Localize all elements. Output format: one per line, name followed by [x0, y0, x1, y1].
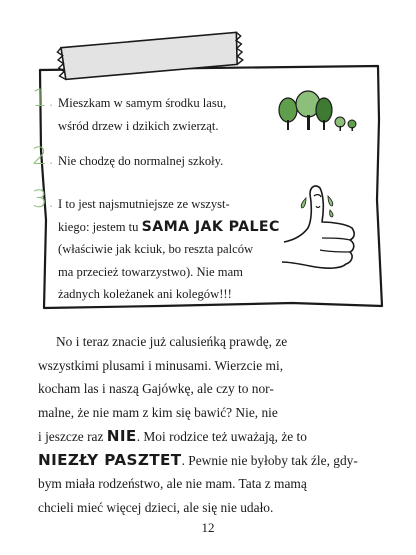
- item-text: I to jest najsmutniejsze ze wszyst-: [58, 197, 230, 211]
- item-text: ma przecież towarzystwo). Nie mam: [58, 264, 243, 279]
- paragraph-line: . Pewnie nie byłoby tak źle, gdy-: [181, 452, 358, 468]
- item-text: (właściwie jak kciuk, bo reszta palców: [58, 242, 254, 256]
- item-text: Nie chodzę do normalnej szkoły.: [58, 154, 224, 168]
- paragraph-line: malne, że nie mam z kim się bawić? Nie, nie: [38, 405, 278, 421]
- item-text: Mieszkam w samym środku lasu,: [58, 96, 227, 110]
- list-item-2: [32, 142, 224, 173]
- list-item-3: [32, 185, 280, 306]
- trees-illustration: [274, 90, 364, 134]
- paragraph-line: . Moi rodzice też uważają, że to: [136, 428, 307, 444]
- paragraph-line: wszystkimi plusami i minusami. Wierzcie mi,: [38, 357, 284, 373]
- item-text: wśród drzew i dzikich zwierząt.: [58, 118, 219, 133]
- list-number: 3.: [32, 185, 55, 213]
- paragraph-line: kocham las i naszą Gajówkę, ale czy to nor-: [38, 381, 274, 397]
- body-paragraph: [38, 330, 377, 520]
- paragraph-line: bym miała rodzeństwo, ale nie mam. Tata z mamą: [38, 476, 307, 492]
- list-item-1: [32, 84, 227, 137]
- list-number: 2.: [32, 142, 55, 170]
- emphasis-text: NIEZŁY PASZTET: [38, 450, 182, 469]
- item-text: kiego: jestem tu: [58, 219, 142, 234]
- page-number: 12: [201, 520, 215, 535]
- emphasis-text: SAMA JAK PALEC: [141, 218, 280, 235]
- paragraph-line: chcieli mieć więcej dzieci, ale się nie udało.: [38, 499, 274, 515]
- item-text: żadnych koleżanek ani kolegów!!!: [58, 287, 232, 301]
- list-number: 1.: [32, 84, 55, 112]
- crying-thumb-illustration: [280, 176, 376, 276]
- emphasis-text: NIE: [106, 426, 137, 445]
- paragraph-line: No i teraz znacie już calusieńką prawdę, ze: [56, 334, 288, 349]
- paragraph-line: i jeszcze raz: [38, 428, 107, 444]
